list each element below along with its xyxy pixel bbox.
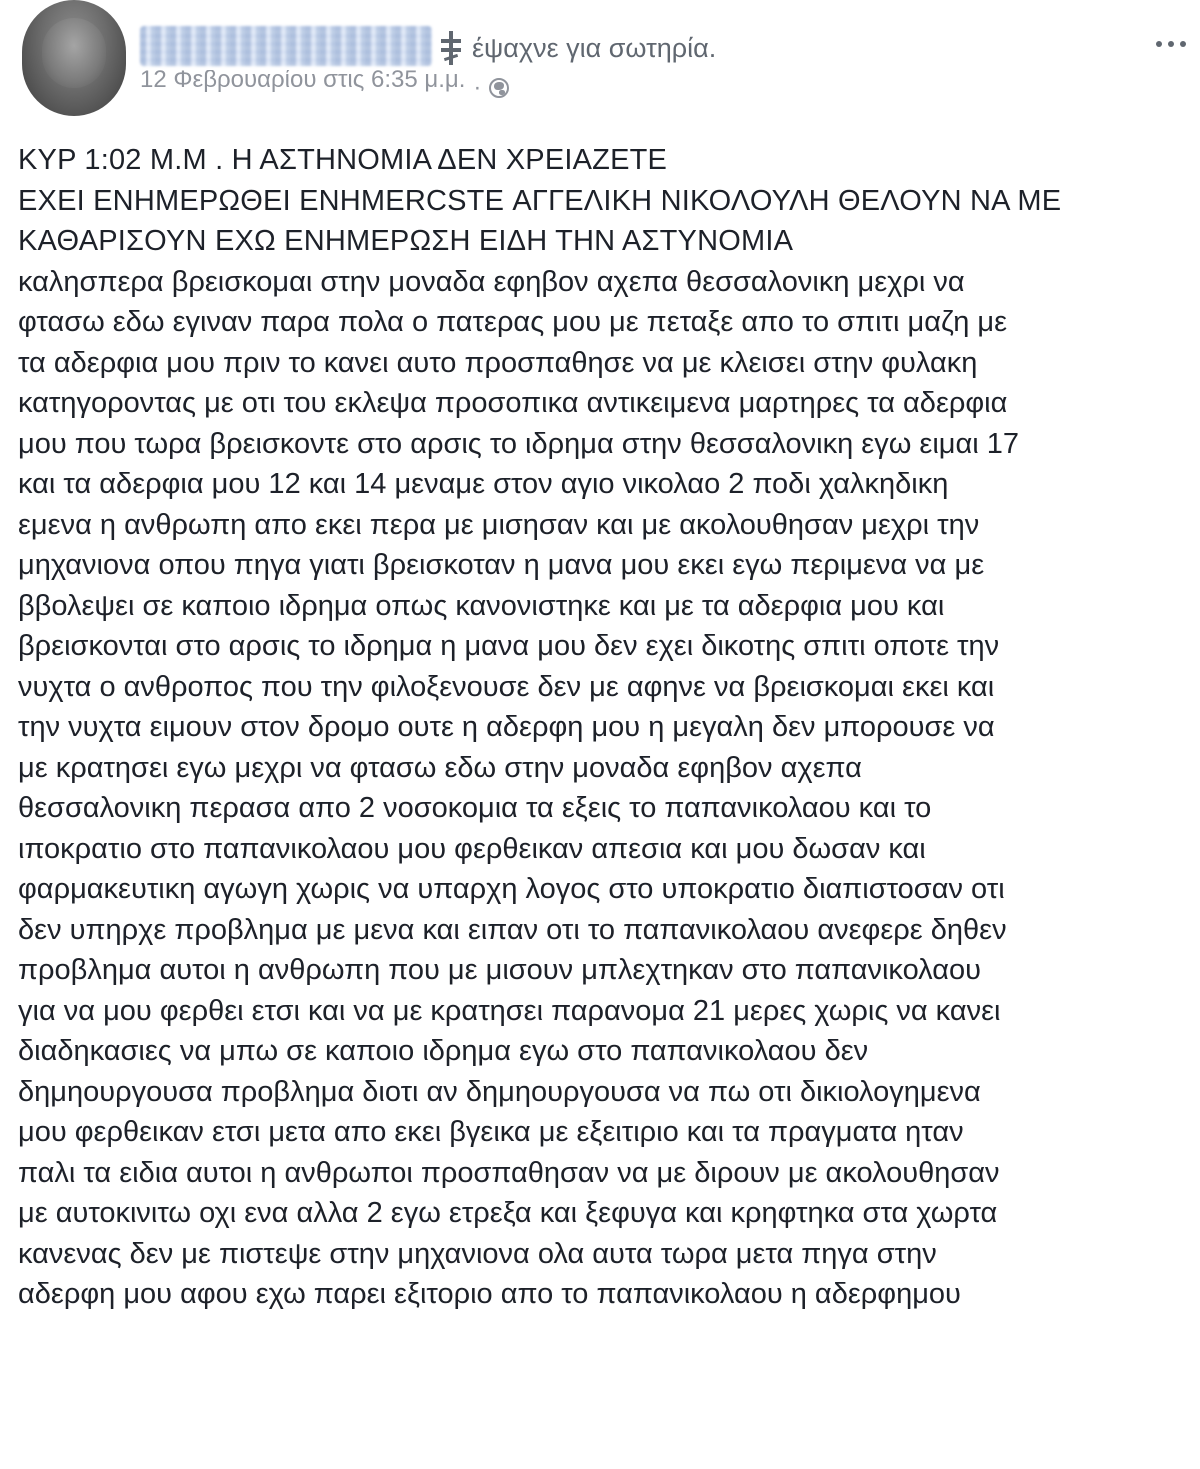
meta-separator: · [473, 74, 482, 101]
post-line: προβλημα αυτοι η ανθρωπη που με μισουν μπλεχτηκαν στο παπανικολαου [18, 954, 981, 986]
post-line: δημηουργουσα προβλημα διοτι αν δημηουργουσα να πω οτι δικιολογημενα [18, 1075, 981, 1108]
post-timestamp[interactable]: 12 Φεβρουαρίου στις 6:35 μ.μ. [140, 70, 466, 93]
post-line: καλησπερα βρεισκομαι στην μοναδα εφηβον αχεπα θεσσαλονικη μεχρι να [18, 265, 965, 298]
post-line: νυχτα ο ανθροπος που την φιλοξενουσε δεν με αφηνε να βρεισκομαι εκει και [18, 670, 995, 703]
post-line: ββολεψει σε καποιο ιδρημα οπως κανονιστηκε και με τα αδερφια μου και [18, 589, 945, 622]
post-body [18, 140, 1188, 1315]
post-line: και τα αδερφια μου 12 και 14 μεναμε στον αγιο νικολαο 2 ποδι χαλκηδικη [18, 468, 949, 500]
author-avatar[interactable] [22, 0, 126, 116]
post-line: μηχανιονα οπου πηγα γιατι βρεισκοταν η μανα μου εκει εγω περιμενα να με [18, 549, 985, 581]
post-line: αδερφη μου αφου εχω παρει εξιτοριο απο το παπανικολαου η αδερφημου [18, 1278, 961, 1310]
post-line: μου που τωρα βρεισκοντε στο αρσις το ιδρημα στην θεσσαλονικη εγω ειμαι 17 [18, 427, 1020, 460]
post-line: παλι τα ειδια αυτοι η ανθρωποι προσπαθησαν να με διρουν με ακολουθησαν [18, 1156, 1000, 1189]
post-header [0, 0, 1200, 125]
more-options-icon[interactable] [1156, 38, 1186, 50]
post-line: για να μου φερθει ετσι και να με κρατησει παρανομα 21 μερες χωρις να κανει [18, 994, 1001, 1027]
globe-icon[interactable] [489, 78, 509, 98]
feeling-activity [440, 28, 716, 68]
post-line: ΚΑΘΑΡΙΣΟΥΝ ΕΧΩ ΕΝΗΜΕΡΩΣΗ ΕΙΔΗ ΤΗΝ ΑΣΤΥΝΟΜΙΑ [18, 225, 794, 257]
post-line: θεσσαλονικη περασα απο 2 νοσοκομια τα εξεις το παπανικολαου και το [18, 792, 932, 824]
post-line: τα αδερφια μου πριν το κανει αυτο προσπαθησε να με κλεισει στην φυλακη [18, 346, 978, 379]
post-line: κατηγοροντας με οτι του εκλεψα προσοπικα αντικειμενα μαρτηρες τα αδερφια [18, 387, 1008, 419]
post-line: εμενα η ανθρωπη απο εκει περα με μισησαν και με ακολουθησαν μεχρι την [18, 508, 980, 541]
post-line: ιποκρατιο στο παπανικολαου μου φερθεικαν απεσια και μου δωσαν και [18, 832, 926, 865]
post-line: ΕΧΕΙ ΕΝΗΜΕΡΩΘΕΙ ΕΝΗΜΕRCSTE ΑΓΓΕΛΙΚΗ ΝΙΚΟΛΟΥΛΗ ΘΕΛΟΥΝ ΝΑ ΜΕ [18, 184, 1062, 217]
post-line: διαδηκασιες να μπω σε καποιο ιδρημα εγω στο παπανικολαου δεν [18, 1035, 869, 1067]
post-line: δεν υπηρχε προβλημα με μενα και ειπαν οτι το παπανικολαου ανεφερε δηθεν [18, 913, 1007, 946]
post-line: φαρμακευτικη αγωγη χωρις να υπαρχη λογος στο υποκρατιο διαπιστοσαν οτι [18, 873, 1005, 905]
post-line: κανενας δεν με πιστεψε στην μηχανιονα ολα αυτα τωρα μετα πηγα στην [18, 1237, 937, 1270]
orthodox-cross-icon [440, 31, 462, 65]
post-line: βρεισκονται στο αρσις το ιδρημα η μανα μου δεν εχει δικοτης σπιτι οποτε την [18, 630, 1000, 662]
post-line: την νυχτα ειμουν στον δρομο ουτε η αδερφη μου η μεγαλη δεν μπορουσε να [18, 711, 995, 743]
feeling-text: έψαχνε για σωτηρία. [472, 32, 717, 63]
post-line: ΚΥΡ 1:02 Μ.Μ . Η ΑΣΤΗΝΟΜΙΑ ΔΕΝ ΧΡΕΙΑΖΕΤΕ [18, 144, 668, 176]
post-meta [140, 70, 509, 112]
post-line: φτασω εδω εγιναν παρα πολα ο πατερας μου με πεταξε απο το σπιτι μαζη με [18, 306, 1008, 338]
post-line: μου φερθεικαν ετσι μετα απο εκει βγεικα με εξειτιριο και τα πραγματα ηταν [18, 1116, 964, 1148]
author-name-blurred[interactable] [140, 26, 432, 66]
post-line: με κρατησει εγω μεχρι να φτασω εδω στην μοναδα εφηβον αχεπα [18, 751, 862, 784]
post-line: με αυτοκινιτω οχι ενα αλλα 2 εγω ετρεξα και ξεφυγα και κρηφτηκα στα χωρτα [18, 1197, 998, 1229]
